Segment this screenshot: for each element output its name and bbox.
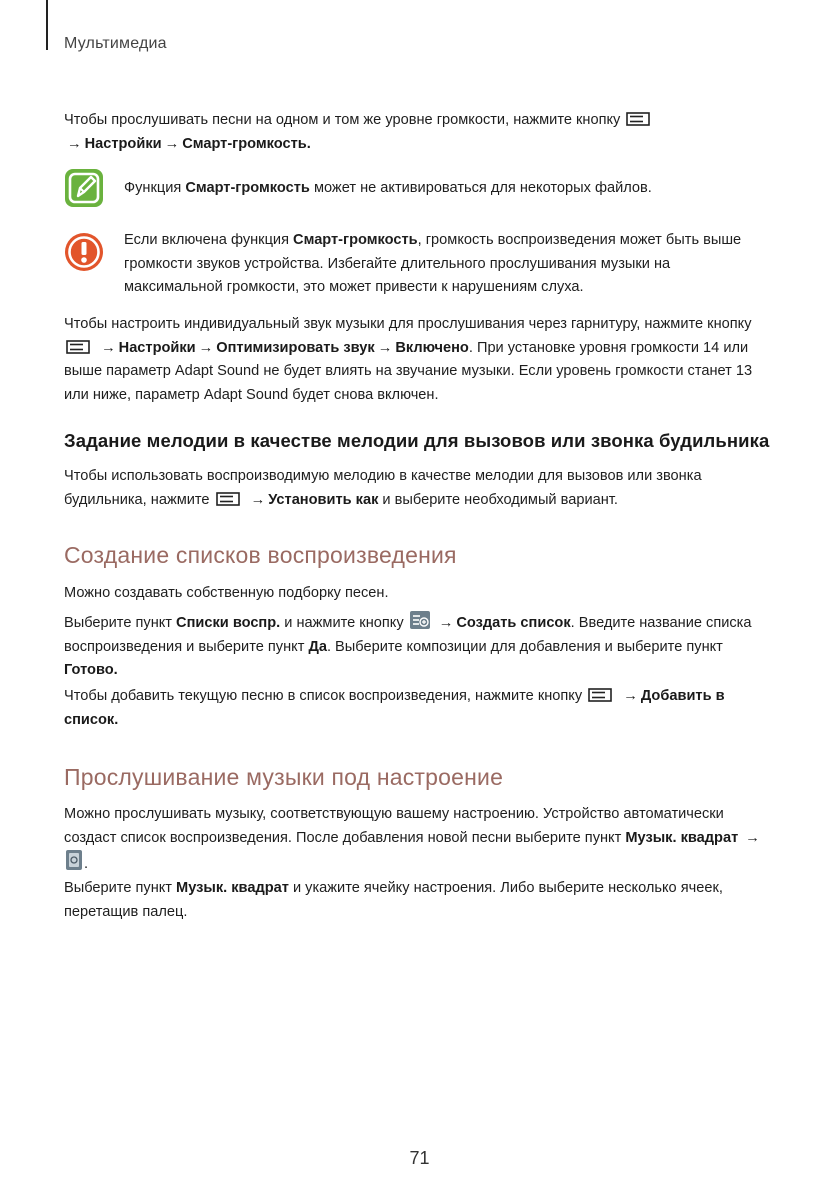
- paragraph-create-playlist: Выберите пункт Списки воспр. и нажмите кнопку → Создать список. Введите название списка воспроизведения и выберите пункт Да. Выберите композиции для добавления и выберите пункт Готово.: [64, 611, 776, 683]
- note-text: Функция Смарт-громкость может не активироваться для некоторых файлов.: [124, 180, 652, 196]
- section-title: Мультимедиа: [64, 35, 167, 52]
- heading-create-playlists: Создание списков воспроизведения: [64, 542, 457, 568]
- music-square-icon: [66, 850, 82, 870]
- menu-key-icon: [66, 340, 92, 354]
- menu-key-icon: [626, 112, 652, 126]
- paragraph-set-ringtone: Чтобы использовать воспроизводимую мелодию в качестве мелодии для вызовов или звонка будильника, нажмите → Установить как и выберите необходимый вариант.: [64, 468, 702, 508]
- paragraph-add-to-playlist: Чтобы добавить текущую песню в список воспроизведения, нажмите кнопку → Добавить в список.: [64, 688, 725, 728]
- heading-set-ringtone: Задание мелодии в качестве мелодии для вызовов или звонка будильника: [64, 430, 770, 451]
- paragraph-adapt-sound: Чтобы настроить индивидуальный звук музыки для прослушивания через гарнитуру, нажмите кнопку → Настройки → Оптимизировать звук → Включено. При установке уровня громкости 14 или выше параметр Adapt Sound не будет влиять на звучание музыки. Если уровень громкости станет 13 или ниже, параметр Adapt Sound будет снова включен.: [64, 316, 753, 403]
- add-playlist-icon: [410, 611, 430, 629]
- warning-text: Если включена функция Смарт-громкость, громкость воспроизведения может быть выше громкости звуков устройства. Избегайте длительного прослушивания музыки на максимальной громкости, это может привести к нарушениям слуха.: [124, 232, 742, 295]
- paragraph-music-square: Можно прослушивать музыку, соответствующую вашему настроению. Устройство автоматически создаст список воспроизведения. После добавления новой песни выберите пункт Музык. квадрат →.: [64, 806, 760, 872]
- menu-key-icon: [216, 492, 242, 506]
- note-pencil-icon: [64, 168, 104, 208]
- heading-mood-music: Прослушивание музыки под настроение: [64, 764, 504, 790]
- exclamation-icon: [64, 232, 104, 272]
- paragraph-playlists-intro: Можно создавать собственную подборку песен.: [64, 585, 389, 601]
- paragraph-smart-volume: Чтобы прослушивать песни на одном и том же уровне громкости, нажмите кнопку → Настройки → Смарт-громкость.: [64, 109, 776, 156]
- menu-key-icon: [588, 688, 614, 702]
- paragraph-select-mood: Выберите пункт Музык. квадрат и укажите ячейку настроения. Либо выберите несколько ячеек, перетащив палец.: [64, 880, 723, 920]
- header-rule: [46, 0, 48, 50]
- page-number: 71: [409, 1148, 430, 1168]
